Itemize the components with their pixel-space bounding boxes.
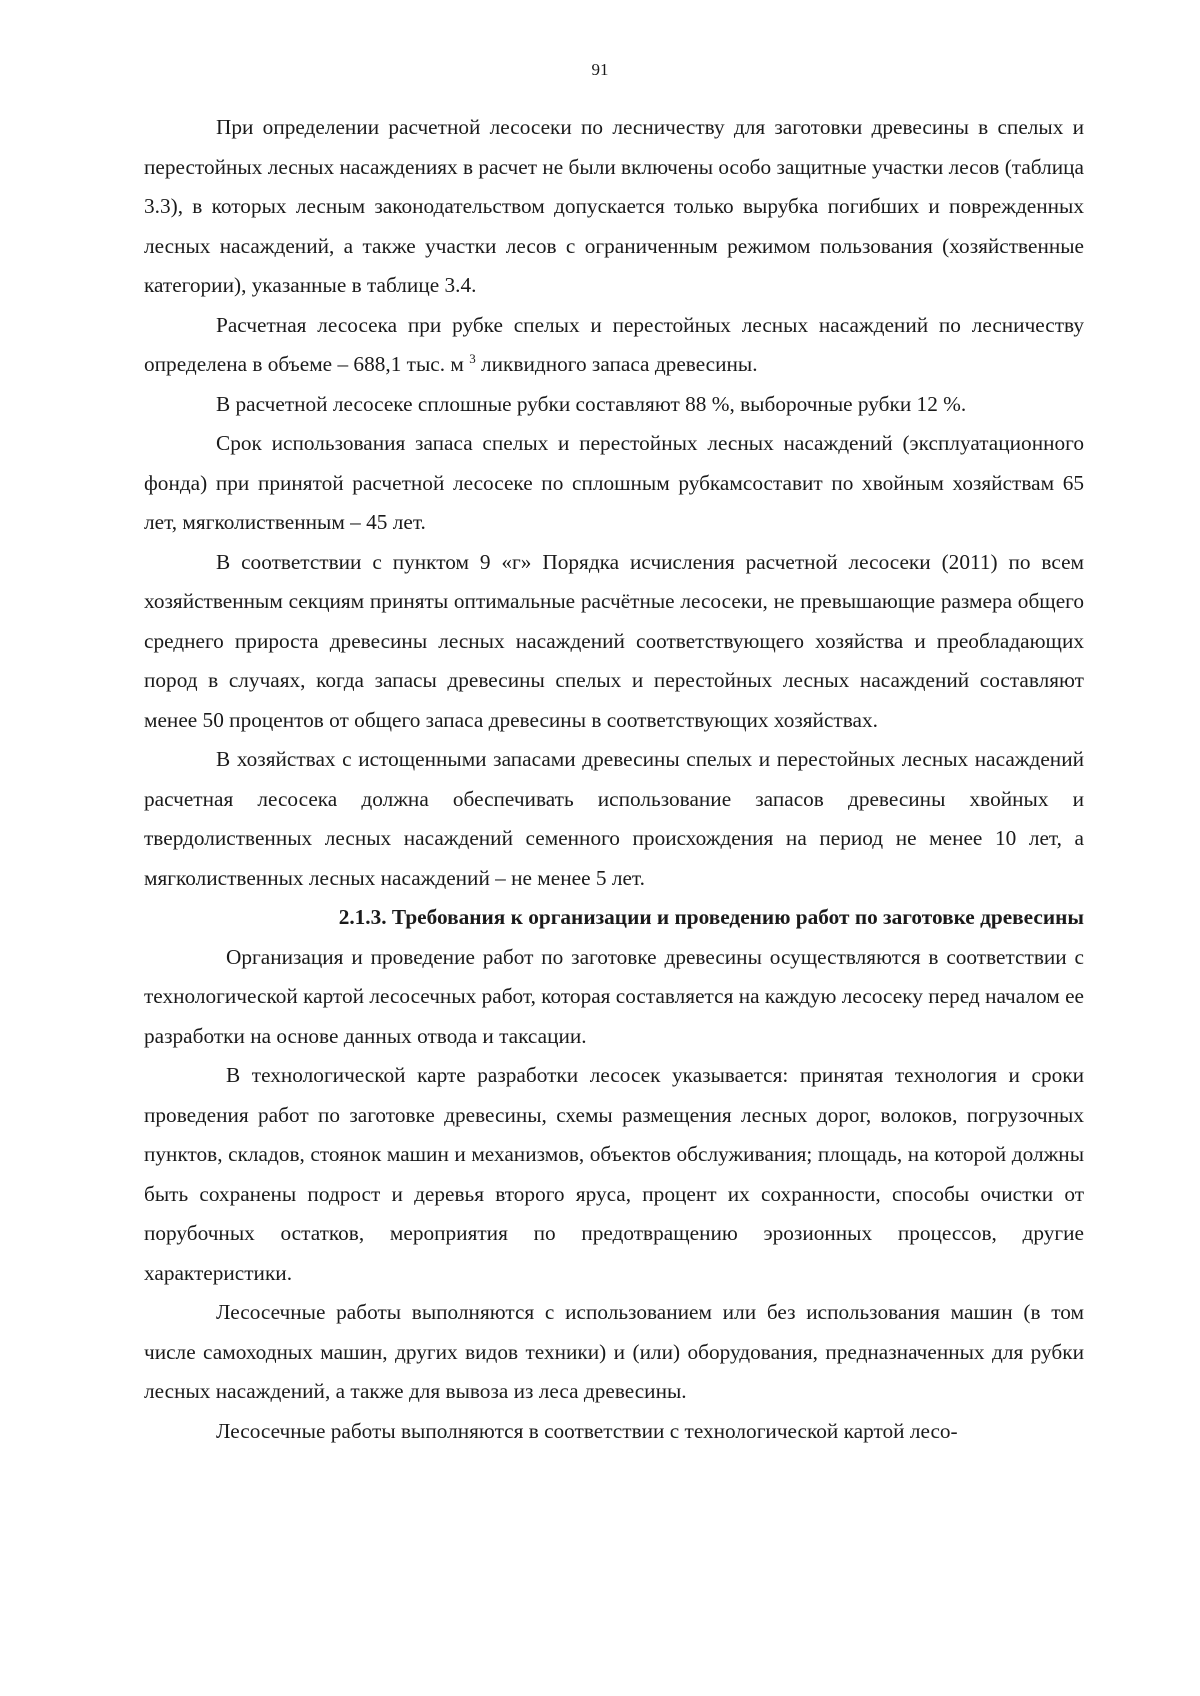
paragraph-depleted-stands: В хозяйствах с истощенными запасами древесины спелых и перестойных лесных насаждений расчетная лесосека должна обеспечивать использование запасов древесины хвойных и твердолиственных лесных насаждений семенного происхождения на период не менее 10 лет, а мягколиственных лесных насаждений – не менее 5 лет. <box>144 747 1084 890</box>
superscript-cubic: 3 <box>469 351 476 366</box>
paragraph-machinery: Лесосечные работы выполняются с использованием или без использования машин (в том числе самоходных машин, других видов техники) и (или) оборудования, предназначенных для рубки лесных насаждений, а также для вывоза из леса древесины. <box>144 1300 1084 1403</box>
paragraph-usage-period: Срок использования запаса спелых и перестойных лесных насаждений (эксплуатационного фонда) при принятой расчетной лесосеке по сплошным рубкамсоставит по хвойным хозяйствам 65 лет, мягколиственным – 45 лет. <box>144 431 1084 534</box>
paragraph-text: Расчетная лесосека при рубке спелых и перестойных лесных насаждений по лесничеству определена в объеме – 688,1 тыс. м <box>144 312 1084 376</box>
section-heading: 2.1.3. Требования к организации и проведению работ по заготовке древесины <box>338 905 1084 929</box>
paragraph-technological-map: В технологической карте разработки лесосек указывается: принятая технология и сроки проведения работ по заготовке древесины, схемы размещения лесных дорог, волоков, погрузочных пунктов, складов, стоянок машин и механизмов, объектов обслуживания; площадь, на которой должны быть сохранены подрост и деревья второго яруса, процент их сохранности, способы очистки от порубочных остатков, мероприятия по предотвращению эрозионных процессов, другие характеристики. <box>144 1063 1084 1285</box>
page-number: 91 <box>591 60 609 79</box>
paragraph-felling-shares: В расчетной лесосеке сплошные рубки составляют 88 %, выборочные рубки 12 %. <box>216 391 967 416</box>
paragraph-calculation-exclusions: При определении расчетной лесосеки по лесничеству для заготовки древесины в спелых и перестойных лесных насаждениях в расчет не были включены особо защитные участки лесов (таблица 3.3), в которых лесным законодательством допускается только вырубка погибших и поврежденных лесных насаждений, а также участки лесов с ограниченным режимом пользования (хозяйственные категории), указанные в таблице 3.4. <box>144 115 1084 297</box>
paragraph-organization: Организация и проведение работ по заготовке древесины осуществляются в соответствии с технологической картой лесосечных работ, которая составляется на каждую лесосеку перед началом ее разработки на основе данных отвода и таксации. <box>144 944 1084 1048</box>
paragraph-text: ликвидного запаса древесины. <box>475 352 758 376</box>
paragraph-annual-allowable-cut <box>144 306 1084 385</box>
paragraph-optimal-cuts: В соответствии с пунктом 9 «г» Порядка исчисления расчетной лесосеки (2011) по всем хозяйственным секциям приняты оптимальные расчётные лесосеки, не превышающие размера общего среднего прироста древесины лесных насаждений соответствующего хозяйства и преобладающих пород в случаях, когда запасы древесины спелых и перестойных лесных насаждений составляют менее 50 процентов от общего запаса древесины в соответствующих хозяйствах. <box>144 549 1084 732</box>
page-content <box>144 108 1084 1451</box>
paragraph-logging-works: Лесосечные работы выполняются в соответствии с технологической картой лесо- <box>216 1418 958 1443</box>
